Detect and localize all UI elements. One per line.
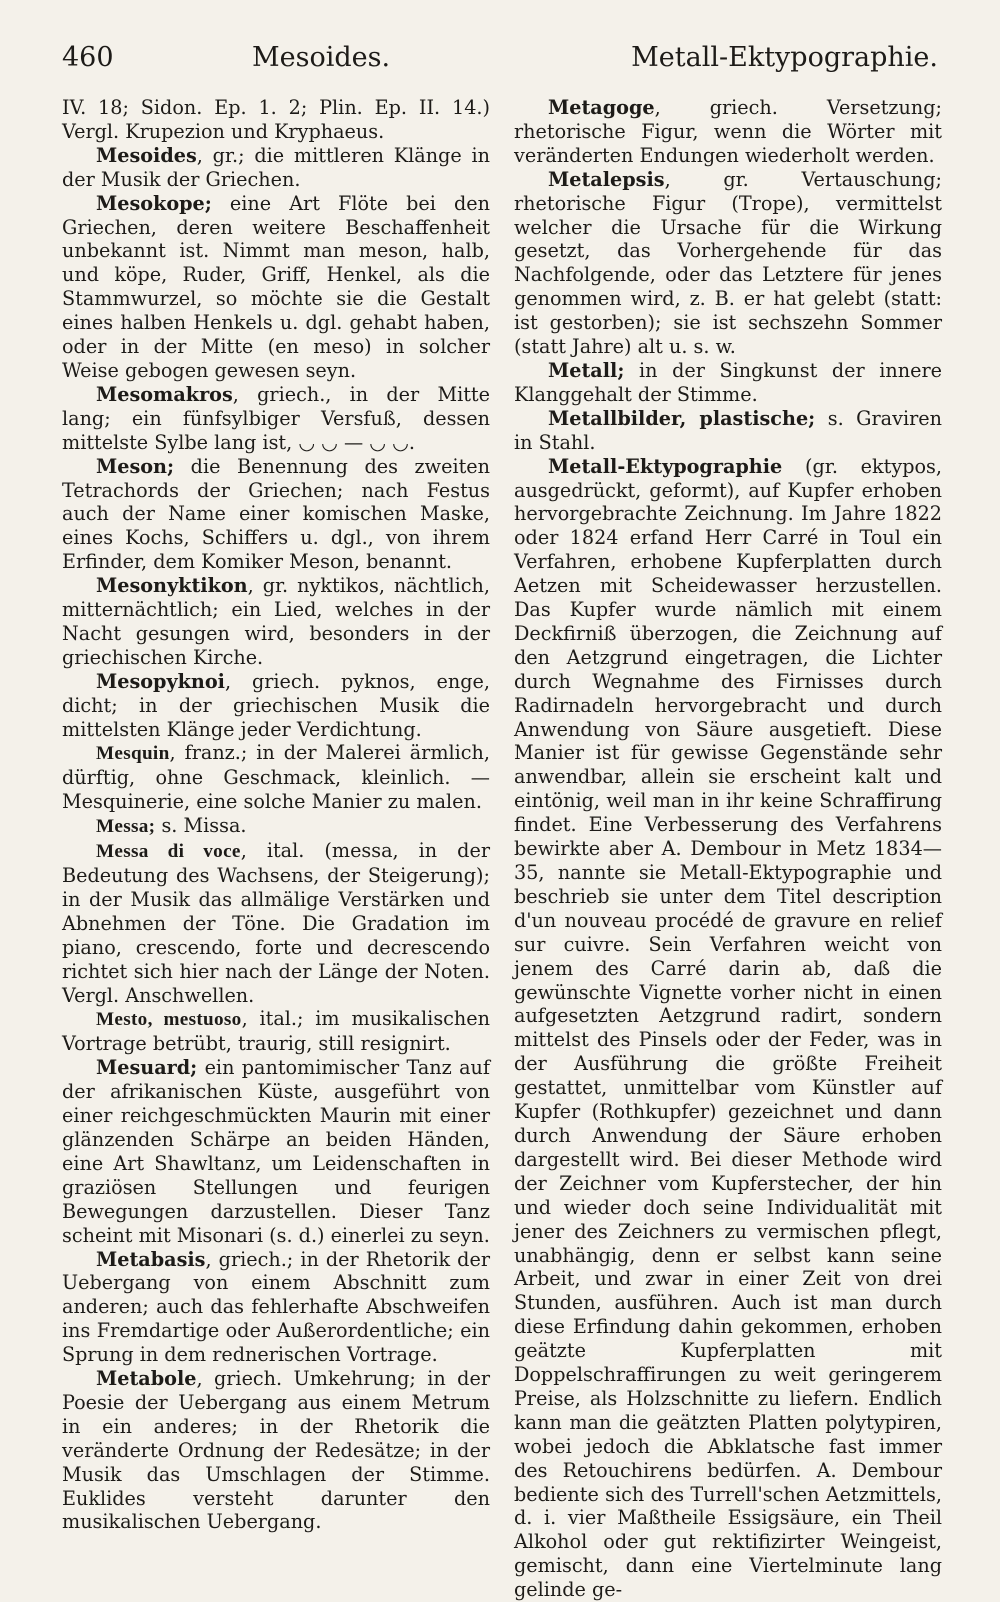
left-running-title: Mesoides. bbox=[252, 42, 391, 73]
dictionary-entry: Mesokope; eine Art Flöte bei den Griechen, deren weitere Beschaffenheit unbekannt ist. Nimmt man meson, halb, und köpe, Ruder, Griff, Henkel, als die Stammwurzel, so möchte sie die Gestalt eines halben Henkels u. dgl. gehabt haben, oder in der Mitte (en meso) in solcher Weise gebogen gewesen seyn. bbox=[62, 191, 490, 382]
right-running-title: Metall-Ektypographie. bbox=[631, 42, 938, 73]
dictionary-entry: Mesoides, gr.; die mittleren Klänge in der Musik der Griechen. bbox=[62, 143, 490, 191]
running-header bbox=[62, 42, 938, 82]
dictionary-entry: Mesonyktikon, gr. nyktikos, nächtlich, mitternächtlich; ein Lied, welches in der Nacht gesungen wird, besonders in der griechischen Kirche. bbox=[62, 574, 490, 669]
headword: Mesonyktikon bbox=[96, 574, 248, 598]
dictionary-entry: Mesopyknoi, griech. pyknos, enge, dicht; in der griechischen Musik die mittelsten Klänge jeder Verdichtung. bbox=[62, 669, 490, 741]
headword: Mesquin bbox=[96, 743, 170, 765]
dictionary-entry: Mesquin, franz.; in der Malerei ärmlich, dürftig, ohne Geschmack, kleinlich. — Mesquinerie, eine solche Manier zu malen. bbox=[62, 741, 490, 814]
headword: Metalepsis bbox=[548, 167, 665, 191]
dictionary-entry: Metagoge, griech. Versetzung; rhetorische Figur, wenn die Wörter mit veränderten Endungen wiederholt werden. bbox=[514, 96, 942, 167]
headword: Metagoge bbox=[548, 96, 655, 119]
dictionary-entry: Metabasis, griech.; in der Rhetorik der Uebergang von einem Abschnitt zum anderen; auch das fehlerhafte Abschweifen ins Fremdartige oder Außerordentliche; ein Sprung in dem rednerischen Vortrage. bbox=[62, 1247, 490, 1367]
dictionary-entry: Messa di voce, ital. (messa, in der Bedeutung des Wachsens, der Steigerung); in der Musik das allmälige Verstärken und Abnehmen der Töne. Die Gradation im piano, crescendo, forte und decrescendo richtet sich hier nach der Länge der Noten. Vergl. Anschwellen. bbox=[62, 839, 490, 1007]
headword: Messa; bbox=[96, 816, 156, 838]
headword: Mesuard; bbox=[96, 1056, 198, 1080]
headword: Metabole bbox=[96, 1367, 197, 1391]
dictionary-entry: Metall; in der Singkunst der innere Klanggehalt der Stimme. bbox=[514, 358, 942, 406]
dictionary-entry: Mesto, mestuoso, ital.; im musikalischen Vortrage betrübt, traurig, still resignirt. bbox=[62, 1007, 490, 1056]
dictionary-entry: Meson; die Benennung des zweiten Tetrachords der Griechen; nach Festus auch der Name einer komischen Maske, eines Kochs, Schiffers u. dgl., von ihrem Erfinder, dem Komiker Meson, benannt. bbox=[62, 454, 490, 574]
headword: Messa di voce bbox=[96, 841, 241, 863]
dictionary-entry: Metallbilder, plastische; s. Graviren in Stahl. bbox=[514, 406, 942, 454]
headword: Metallbilder, plastische; bbox=[548, 406, 816, 430]
headword: Metall; bbox=[548, 358, 625, 382]
headword: Mesomakros bbox=[96, 382, 233, 406]
headword: Mesto, mestuoso bbox=[96, 1009, 242, 1031]
headword: Metabasis bbox=[96, 1247, 206, 1271]
right-column bbox=[514, 96, 942, 1602]
dictionary-entry: Mesomakros, griech., in der Mitte lang; ein fünfsylbiger Versfuß, dessen mittelste Sylbe lang ist, ◡ ◡ — ◡ ◡. bbox=[62, 382, 490, 454]
dictionary-entry: Mesuard; ein pantomimischer Tanz auf der afrikanischen Küste, ausgeführt von einer reichgeschmückten Maurin mit einer glänzenden Schärpe an beiden Händen, eine Art Shawltanz, um Leidenschaften in graziösen Stellungen und feurigen Bewegungen darzustellen. Dieser Tanz scheint mit Misonari (s. d.) einerlei zu seyn. bbox=[62, 1056, 490, 1247]
headword: Mesokope; bbox=[96, 191, 212, 215]
dictionary-entry: Metalepsis, gr. Vertauschung; rhetorische Figur (Trope), vermittelst welcher die Ursache für die Wirkung gesetzt, das Vorhergehende für das Nachfolgende, oder das Letztere für jenes genommen wird, z. B. er hat gelebt (statt: ist gestorben); sie ist sechszehn Sommer (statt Jahre) alt u. s. w. bbox=[514, 167, 942, 359]
dictionary-entry: Messa; s. Missa. bbox=[96, 814, 247, 838]
page-number: 460 bbox=[62, 42, 114, 73]
headword: Meson; bbox=[96, 454, 175, 478]
headword: Metall-Ektypographie bbox=[548, 454, 783, 478]
left-column bbox=[62, 96, 490, 1534]
headword: Mesoides bbox=[96, 143, 197, 167]
dictionary-entry: Metabole, griech. Umkehrung; in der Poesie der Uebergang aus einem Metrum in ein anderes; in der Rhetorik die veränderte Ordnung der Redesätze; in der Musik das Umschlagen der Stimme. Euklides versteht darunter den musikalischen Uebergang. bbox=[62, 1367, 490, 1534]
headword: Mesopyknoi bbox=[96, 669, 225, 693]
dictionary-entry: Metall-Ektypographie (gr. ektypos, ausgedrückt, geformt), auf Kupfer erhoben hervorgebrachte Zeichnung. Im Jahre 1822 oder 1824 erfand Herr Carré in Toul ein Verfahren, erhobene Kupferplatten durch Aetzen mit Scheidewasser herzustellen. Das Kupfer wurde nämlich mit einem Deckfirniß überzogen, die Zeichnung auf den Aetzgrund eingetragen, die Lichter durch Wegnahme des Firnisses durch Radirnadeln hervorgebracht und durch Anwendung von Säure ausgetieft. Diese Manier ist für gewisse Gegenstände sehr anwendbar, allein sie erscheint kalt und eintönig, weil man in ihr keine Schraffirung findet. Eine Verbesserung des Verfahrens bewirkte aber A. Dembour in Metz 1834—35, nannte sie Metall-Ektypographie und beschrieb sie unter dem Titel description d'un nouveau procédé de gravure en relief sur cuivre. Sein Verfahren weicht von jenem des Carré darin ab, daß die gewünschte Vignette vorher nicht in einen aufgesetzten Aetzgrund radirt, sondern mittelst des Pinsels oder der Feder, was in der Ausführung die größte Freiheit gestattet, unmittelbar vom Künstler auf Kupfer (Rothkupfer) gezeichnet und dann durch Anwendung der Säure erhoben dargestellt wird. Bei dieser Methode wird der Zeichner vom Kupferstecher, der hin und wieder doch seine Individualität mit jener des Zeichners zu vermischen pflegt, unabhängig, denn er selbst kann seine Arbeit, und zwar in einer Zeit von drei Stunden, ausführen. Auch ist man durch diese Erfindung dahin gekommen, erhoben geätzte Kupferplatten mit Doppelschraffirungen zu weit geringerem Preise, als Holzschnitte zu liefern. Endlich kann man die geätzten Platten polytypiren, wobei jedoch die Abklatsche fast immer des Retouchirens bedürfen. A. Dembour bediente sich des Turrell'schen Aetzmittels, d. i. vier Maßtheile Essigsäure, ein Theil Alkohol oder gut rektifizirter Weingeist, gemischt, dann eine Viertelminute lang gelinde ge- bbox=[514, 454, 942, 1602]
dictionary-entry: IV. 18; Sidon. Ep. 1. 2; Plin. Ep. II. 14.) Vergl. Krupezion und Kryphaeus. bbox=[62, 96, 490, 143]
